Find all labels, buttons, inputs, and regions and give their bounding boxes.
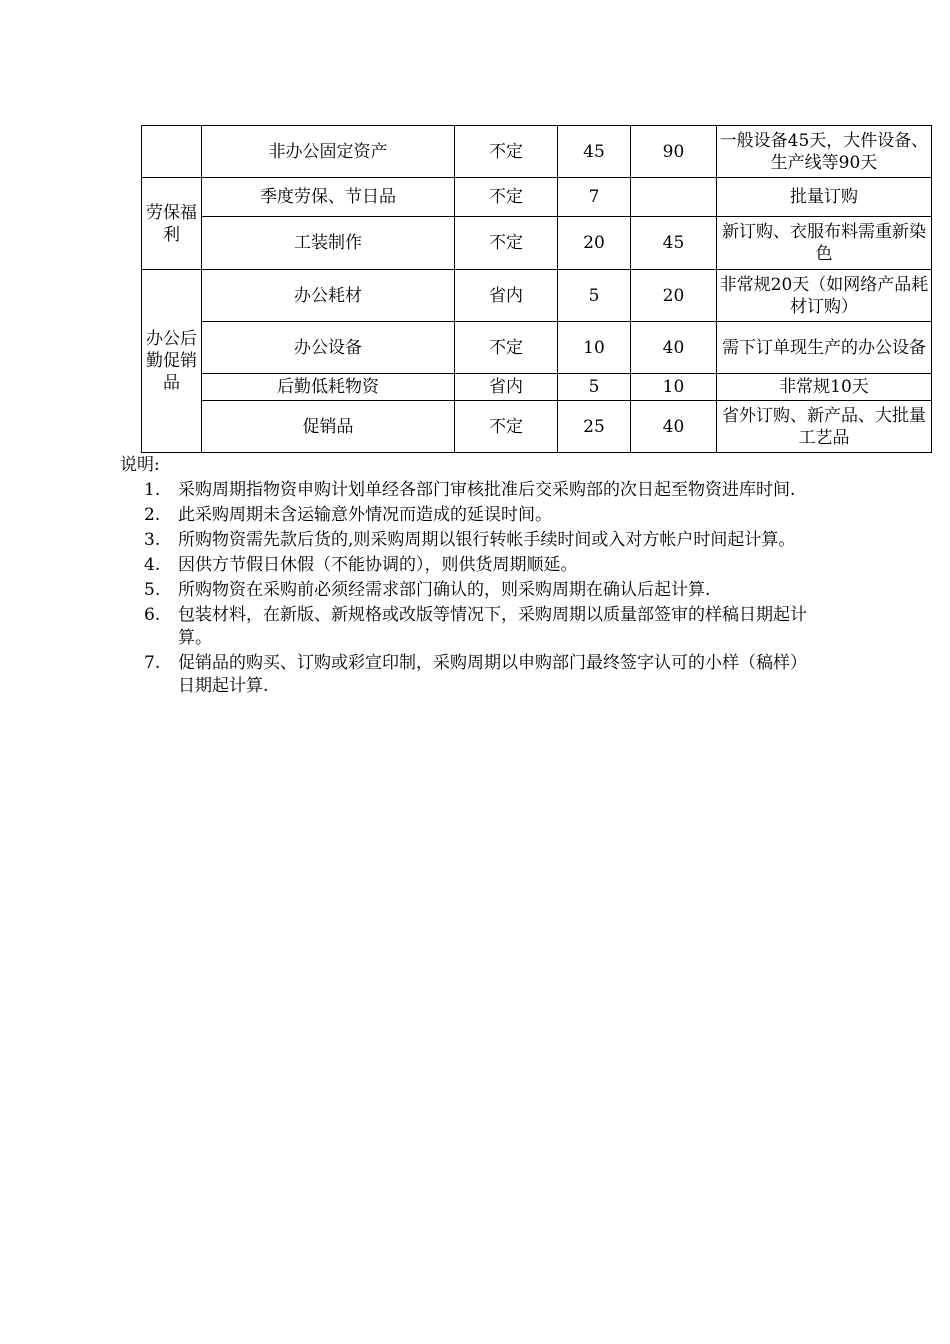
note-number: 2. bbox=[144, 505, 161, 525]
note-number: 3. bbox=[144, 530, 161, 550]
item-cell: 工装制作 bbox=[202, 217, 455, 270]
note-text: 包装材料，在新版、新规格或改版等情况下，采购周期以质量部签审的样稿日期起计算。 bbox=[178, 605, 807, 648]
max-days-cell: 40 bbox=[631, 322, 717, 374]
normal-days-cell: 5 bbox=[558, 270, 631, 322]
procurement-cycle-table bbox=[141, 125, 932, 453]
remark-cell: 非常规10天 bbox=[717, 374, 932, 401]
scope-cell: 不定 bbox=[455, 217, 558, 270]
note-text: 因供方节假日休假（不能协调的），则供货周期顺延。 bbox=[178, 555, 578, 575]
item-cell: 办公耗材 bbox=[202, 270, 455, 322]
table-row bbox=[142, 270, 932, 322]
list-item bbox=[120, 479, 820, 502]
notes-title: 说明: bbox=[120, 455, 160, 475]
item-cell: 促销品 bbox=[202, 401, 455, 453]
scope-cell: 不定 bbox=[455, 126, 558, 178]
list-item bbox=[120, 579, 820, 602]
scope-cell: 不定 bbox=[455, 178, 558, 217]
notes-section bbox=[120, 454, 820, 700]
note-number: 5. bbox=[144, 580, 161, 600]
normal-days-cell: 5 bbox=[558, 374, 631, 401]
table-row bbox=[142, 217, 932, 270]
notes-list bbox=[120, 479, 820, 698]
table-row bbox=[142, 322, 932, 374]
item-cell: 后勤低耗物资 bbox=[202, 374, 455, 401]
note-number: 7. bbox=[144, 653, 161, 673]
max-days-cell: 90 bbox=[631, 126, 717, 178]
note-text: 采购周期指物资申购计划单经各部门审核批准后交采购部的次日起至物资进库时间. bbox=[178, 480, 796, 500]
remark-cell: 新订购、衣服布料需重新染色 bbox=[717, 217, 932, 270]
list-item bbox=[120, 604, 820, 650]
max-days-cell: 20 bbox=[631, 270, 717, 322]
remark-cell: 批量订购 bbox=[717, 178, 932, 217]
remark-cell: 一般设备45天，大件设备、生产线等90天 bbox=[717, 126, 932, 178]
scope-cell: 不定 bbox=[455, 322, 558, 374]
list-item bbox=[120, 652, 820, 698]
max-days-cell: 10 bbox=[631, 374, 717, 401]
category-cell-office: 办公后勤促销品 bbox=[142, 270, 202, 453]
note-text: 所购物资需先款后货的,则采购周期以银行转帐手续时间或入对方帐户时间起计算。 bbox=[178, 530, 796, 550]
remark-cell: 省外订购、新产品、大批量工艺品 bbox=[717, 401, 932, 453]
remark-cell: 需下订单现生产的办公设备 bbox=[717, 322, 932, 374]
max-days-cell: 45 bbox=[631, 217, 717, 270]
note-text: 所购物资在采购前必须经需求部门确认的，则采购周期在确认后起计算. bbox=[178, 580, 711, 600]
list-item bbox=[120, 504, 820, 527]
normal-days-cell: 10 bbox=[558, 322, 631, 374]
normal-days-cell: 45 bbox=[558, 126, 631, 178]
table-row bbox=[142, 401, 932, 453]
item-cell: 非办公固定资产 bbox=[202, 126, 455, 178]
remark-cell: 非常规20天（如网络产品耗材订购） bbox=[717, 270, 932, 322]
note-number: 6. bbox=[144, 605, 161, 625]
scope-cell: 省内 bbox=[455, 374, 558, 401]
item-cell: 季度劳保、节日品 bbox=[202, 178, 455, 217]
note-text: 促销品的购买、订购或彩宣印制，采购周期以申购部门最终签字认可的小样（稿样）日期起计算. bbox=[178, 653, 807, 696]
normal-days-cell: 20 bbox=[558, 217, 631, 270]
note-text: 此采购周期未含运输意外情况而造成的延误时间。 bbox=[178, 505, 552, 525]
normal-days-cell: 7 bbox=[558, 178, 631, 217]
category-cell-blank bbox=[142, 126, 202, 178]
note-number: 4. bbox=[144, 555, 161, 575]
item-cell: 办公设备 bbox=[202, 322, 455, 374]
category-cell-labor: 劳保福利 bbox=[142, 178, 202, 270]
note-number: 1. bbox=[144, 480, 161, 500]
table-row bbox=[142, 126, 932, 178]
table-row bbox=[142, 178, 932, 217]
scope-cell: 不定 bbox=[455, 401, 558, 453]
max-days-cell bbox=[631, 178, 717, 217]
list-item bbox=[120, 554, 820, 577]
table-row bbox=[142, 374, 932, 401]
max-days-cell: 40 bbox=[631, 401, 717, 453]
normal-days-cell: 25 bbox=[558, 401, 631, 453]
scope-cell: 省内 bbox=[455, 270, 558, 322]
list-item bbox=[120, 529, 820, 552]
